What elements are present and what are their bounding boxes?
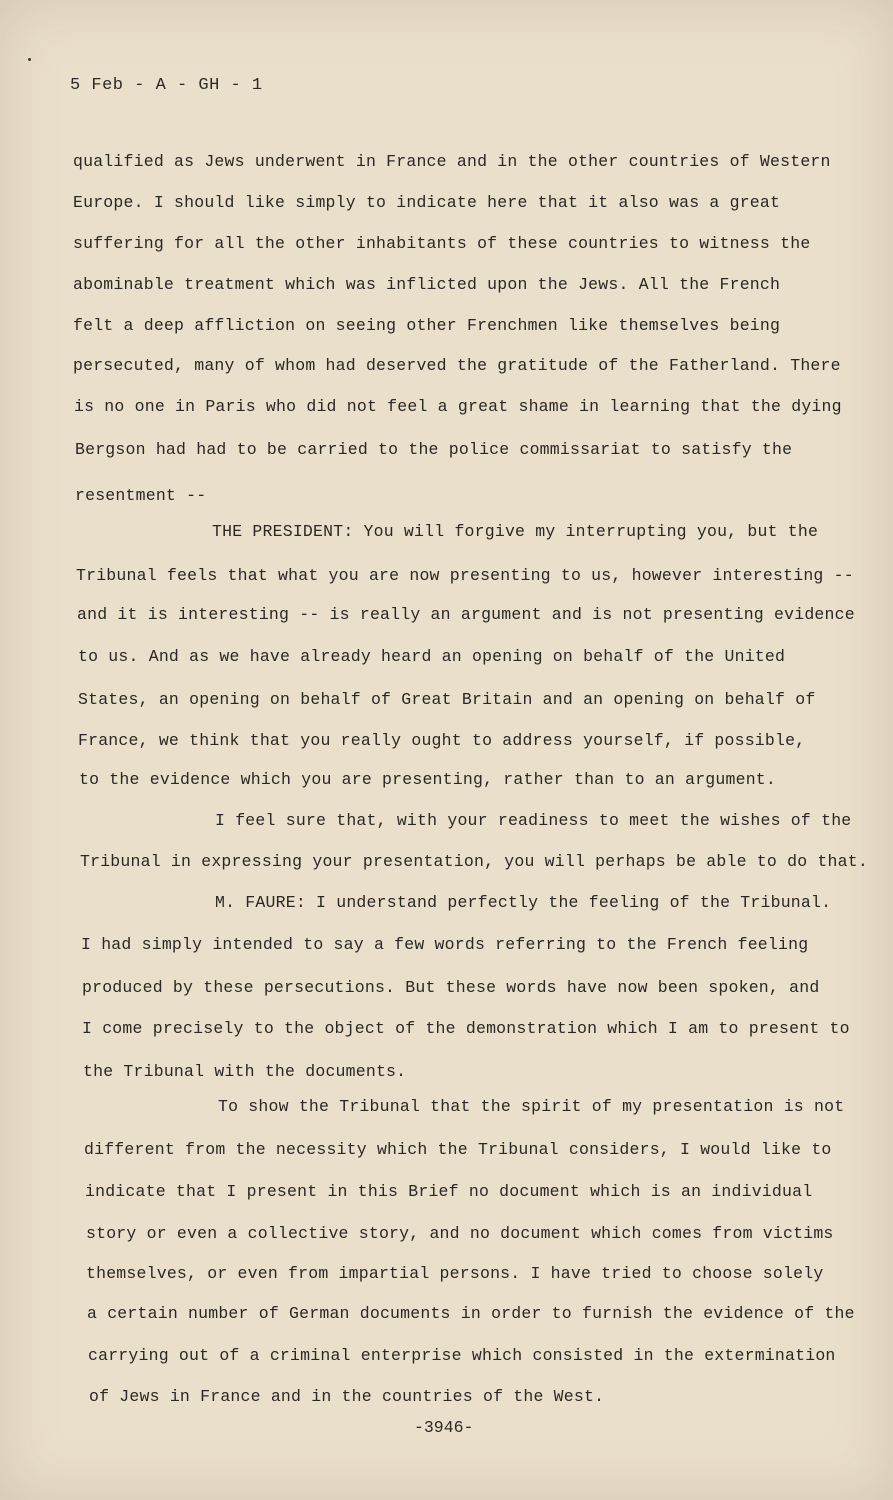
text-line: themselves, or even from impartial persons. I have tried to choose solely — [86, 1264, 824, 1283]
text-line: resentment -- — [75, 486, 207, 505]
text-line: Tribunal feels that what you are now presenting to us, however interesting -- — [76, 566, 854, 585]
page-number: -3946- — [414, 1418, 474, 1437]
text-line: felt a deep affliction on seeing other Frenchmen like themselves being — [73, 316, 781, 335]
text-line: suffering for all the other inhabitants of these countries to witness the — [73, 234, 811, 253]
text-line: M. FAURE: I understand perfectly the feeling of the Tribunal. — [215, 893, 832, 912]
text-line: I feel sure that, with your readiness to meet the wishes of the — [215, 811, 852, 830]
text-line: indicate that I present in this Brief no document which is an individual — [85, 1182, 813, 1201]
text-line: I come precisely to the object of the demonstration which I am to present to — [82, 1019, 850, 1038]
text-line: Europe. I should like simply to indicate here that it also was a great — [73, 193, 781, 212]
text-line: story or even a collective story, and no document which comes from victims — [86, 1224, 834, 1243]
text-line: and it is interesting -- is really an argument and is not presenting evidence — [77, 605, 855, 624]
ink-speck — [28, 58, 31, 61]
text-line: the Tribunal with the documents. — [83, 1062, 407, 1081]
text-line: persecuted, many of whom had deserved the gratitude of the Fatherland. There — [73, 356, 841, 375]
text-line: produced by these persecutions. But these words have now been spoken, and — [82, 978, 820, 997]
text-line: Bergson had had to be carried to the police commissariat to satisfy the — [75, 440, 793, 459]
text-line: a certain number of German documents in order to furnish the evidence of the — [87, 1304, 855, 1323]
text-line: different from the necessity which the Tribunal considers, I would like to — [84, 1140, 832, 1159]
text-line: carrying out of a criminal enterprise which consisted in the extermination — [88, 1346, 836, 1365]
text-line: I had simply intended to say a few words referring to the French feeling — [81, 935, 809, 954]
text-line: Tribunal in expressing your presentation, you will perhaps be able to do that. — [80, 852, 868, 871]
text-line: abominable treatment which was inflicted upon the Jews. All the French — [73, 275, 781, 294]
text-line: is no one in Paris who did not feel a great shame in learning that the dying — [74, 397, 842, 416]
page-header: 5 Feb - A - GH - 1 — [70, 76, 263, 95]
text-line: to us. And as we have already heard an opening on behalf of the United — [78, 647, 786, 666]
text-line: States, an opening on behalf of Great Britain and an opening on behalf of — [78, 690, 816, 709]
text-line: THE PRESIDENT: You will forgive my interrupting you, but the — [212, 522, 819, 541]
text-line: qualified as Jews underwent in France and in the other countries of Western — [73, 152, 831, 171]
text-line: France, we think that you really ought to address yourself, if possible, — [78, 731, 806, 750]
text-line: to the evidence which you are presenting, rather than to an argument. — [79, 770, 777, 789]
text-line: of Jews in France and in the countries of the West. — [89, 1387, 605, 1406]
text-line: To show the Tribunal that the spirit of my presentation is not — [218, 1097, 845, 1116]
